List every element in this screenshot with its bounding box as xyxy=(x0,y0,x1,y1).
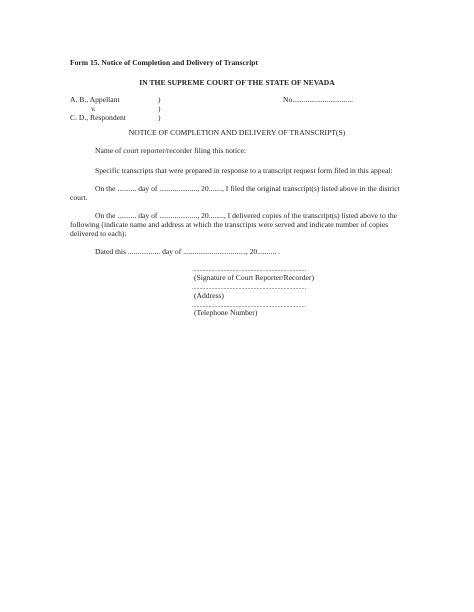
court-heading: IN THE SUPREME COURT OF THE STATE OF NEVADA xyxy=(139,78,335,87)
delivered-copies-paragraph: On the .......... day of ...................., 20........, I delivered copies of the transcript(s) listed above to the following (indicate name and address at which the transcripts were served and indicate number of copies delivered to each): xyxy=(70,211,397,238)
versus-caption: v. xyxy=(91,104,96,113)
reporter-name-line: Name of court reporter/recorder filing this notice: xyxy=(95,146,246,155)
telephone-rule: ............................................................................ xyxy=(192,303,306,309)
caption-bracket: ) xyxy=(158,104,161,113)
case-number-field: No................................ xyxy=(283,95,354,104)
specific-transcripts-line: Specific transcripts that were prepared in response to a transcript request form filed in this appeal: xyxy=(95,166,393,175)
address-label: (Address) xyxy=(194,291,224,300)
address-rule: ............................................................................ xyxy=(192,285,306,291)
filed-original-paragraph: On the .......... day of ...................., 20......., I filed the original transcript(s) listed above in the district court. xyxy=(70,184,400,202)
respondent-caption: C. D., Respondent xyxy=(70,113,126,122)
appellant-caption: A. B., Appellant xyxy=(70,95,120,104)
form-title: Form 15. Notice of Completion and Delivery of Transcript xyxy=(70,58,259,67)
notice-title: NOTICE OF COMPLETION AND DELIVERY OF TRANSCRIPT(S) xyxy=(128,128,346,137)
telephone-label: (Telephone Number) xyxy=(194,308,258,317)
caption-bracket: ) xyxy=(158,95,161,104)
caption-bracket: ) xyxy=(158,113,161,122)
signature-label: (Signature of Court Reporter/Recorder) xyxy=(194,273,314,282)
signature-rule: ............................................................................ xyxy=(192,267,306,273)
dated-line: Dated this ................. day of ................................., 20.......... . xyxy=(95,247,280,256)
